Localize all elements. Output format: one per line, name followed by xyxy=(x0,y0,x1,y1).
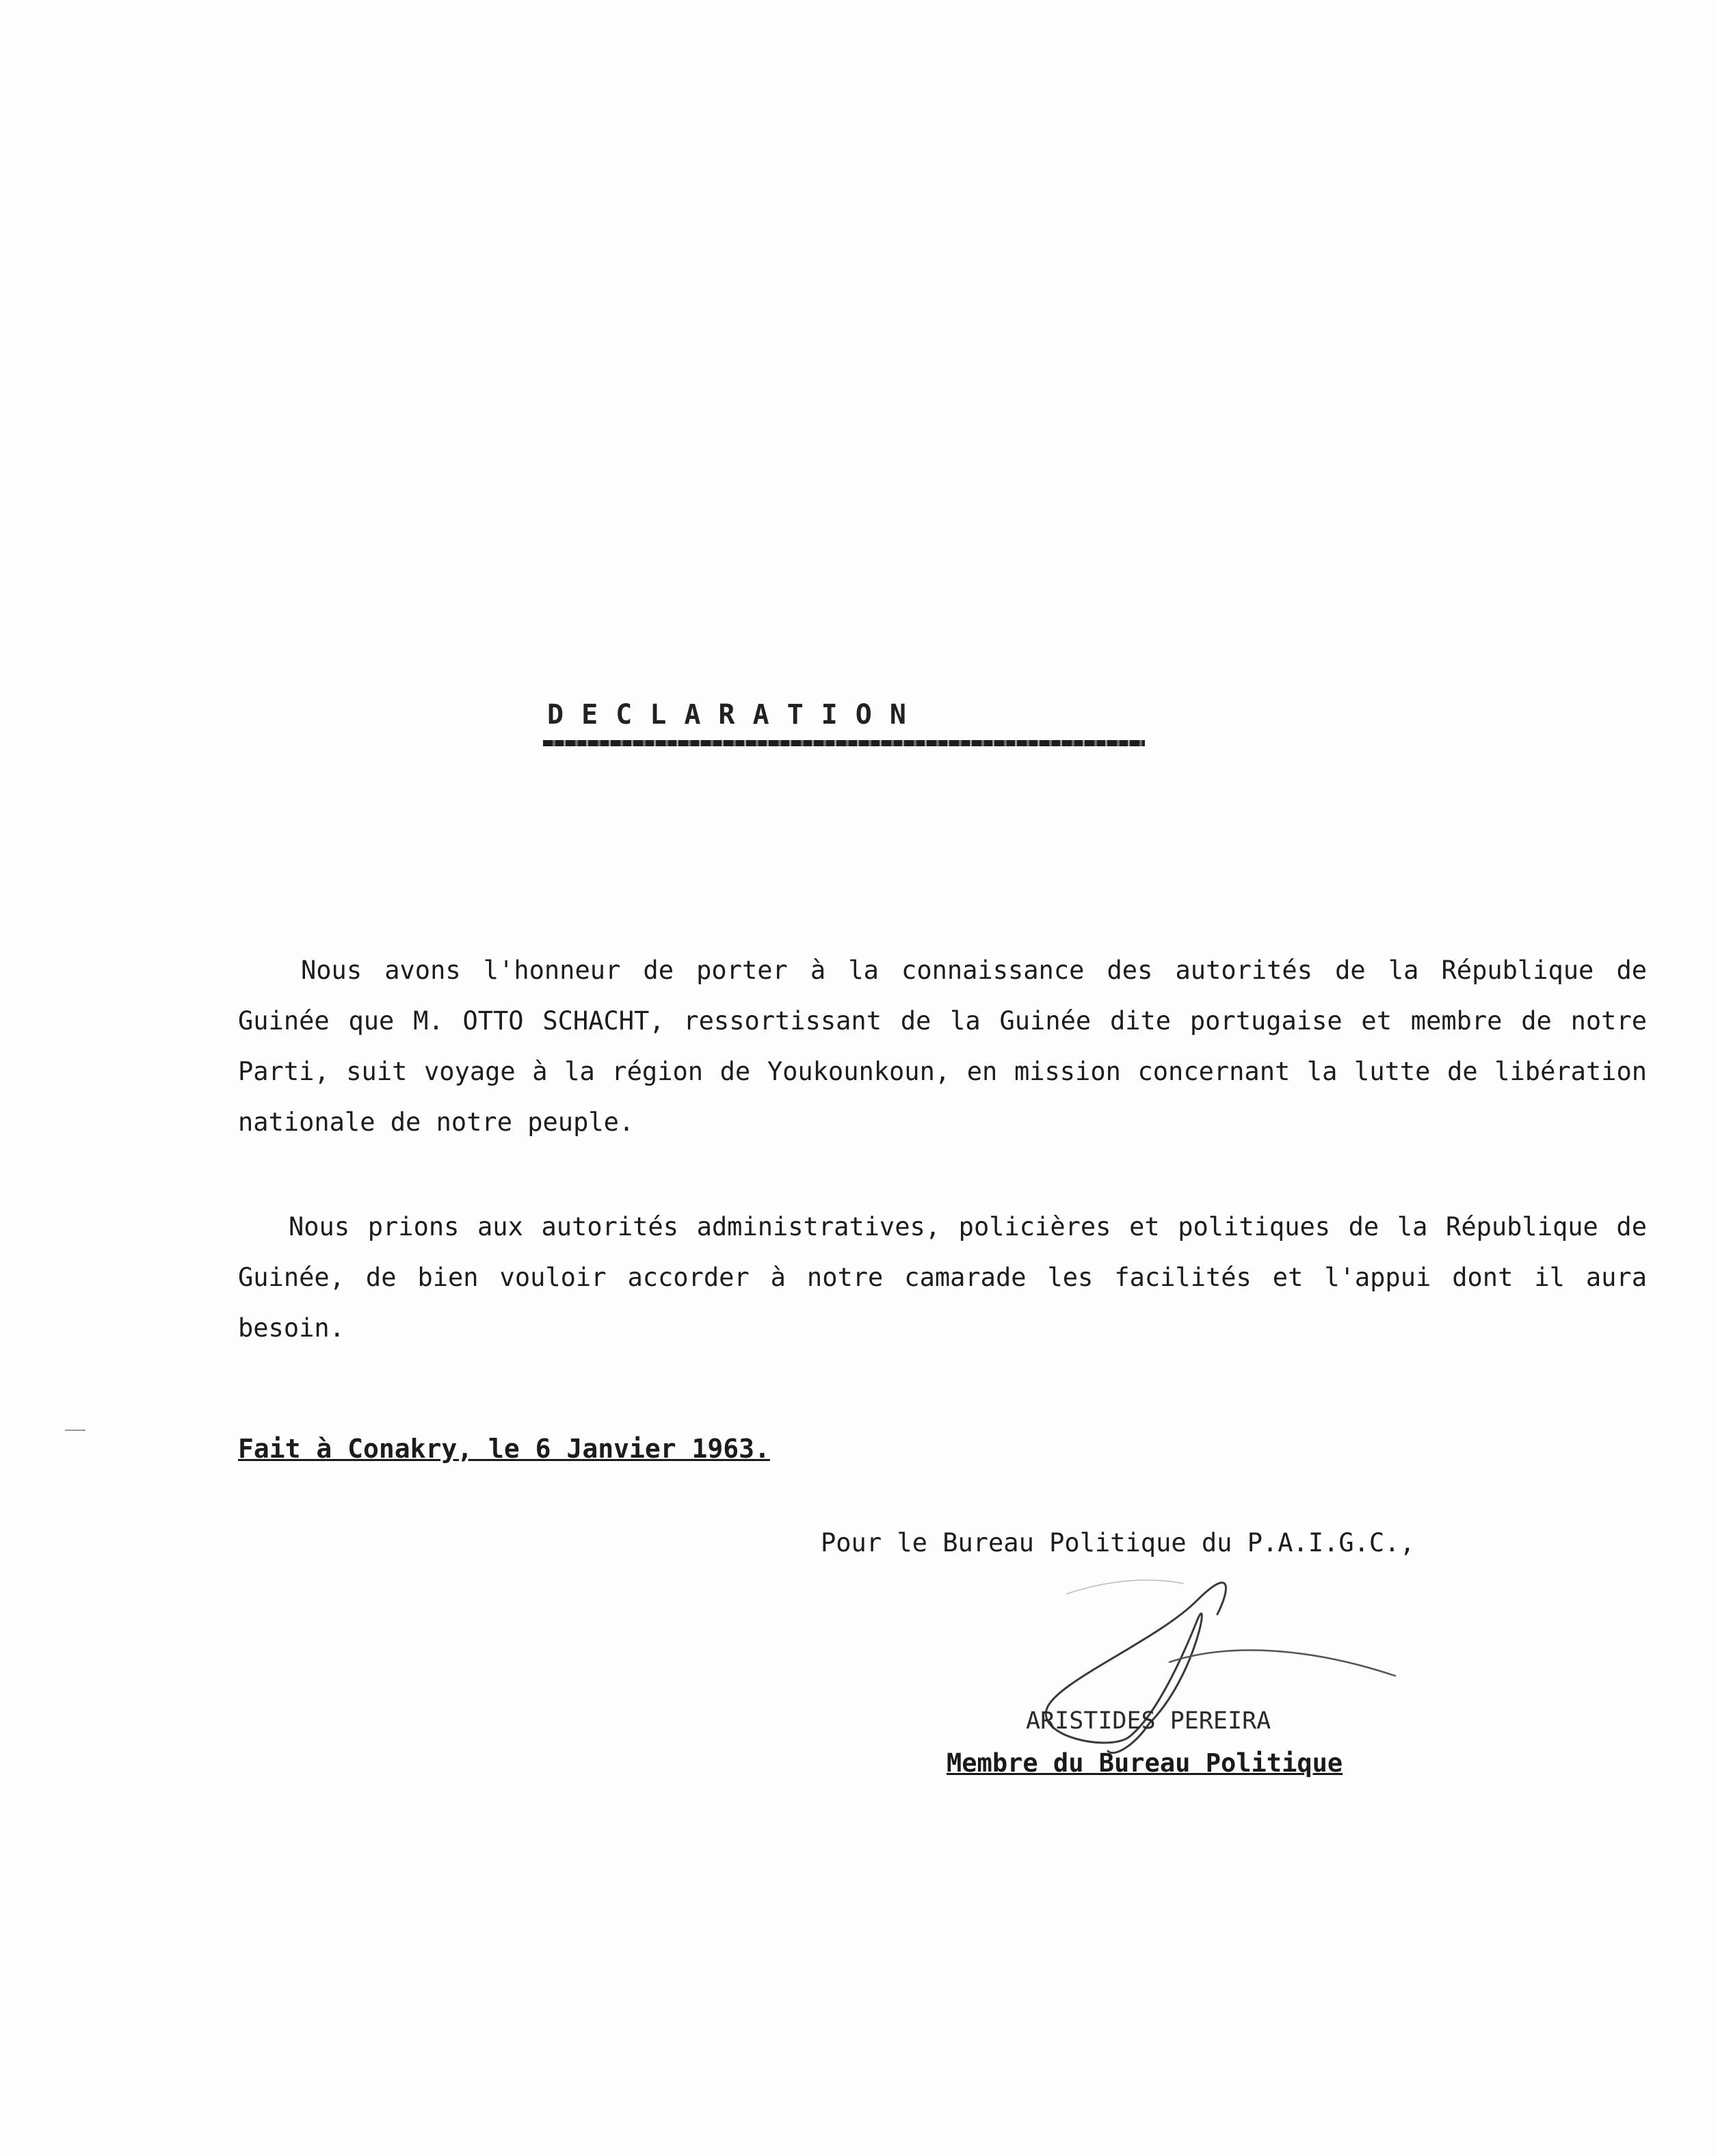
paragraph-2: Nous prions aux autorités administratives, policières et politiques de la République de Guinée, de bien vouloir accorder à notre camarade les facilités et l'appui dont il aura besoin. xyxy=(238,1212,1647,1343)
on-behalf-line: Pour le Bureau Politique du P.A.I.G.C., xyxy=(821,1528,1415,1557)
place-date: Fait à Conakry, le 6 Janvier 1963. xyxy=(238,1434,770,1464)
title-underline xyxy=(543,740,1145,746)
document-title: DECLARATION xyxy=(547,699,924,731)
signatory-name: ARISTIDES PEREIRA xyxy=(1026,1707,1271,1735)
paragraph-1: Nous avons l'honneur de porter à la connaissance des autorités de la République de Guinée que M. OTTO SCHACHT, ressortissant de la Guinée dite portugaise et membre de notre Parti, suit voyage à la région de Youkounkoun, en mission concernant la lutte de libération nationale de notre peuple. xyxy=(238,956,1647,1137)
margin-mark xyxy=(65,1430,85,1431)
handwritten-signature xyxy=(1026,1573,1409,1765)
signatory-role: Membre du Bureau Politique xyxy=(947,1748,1343,1778)
